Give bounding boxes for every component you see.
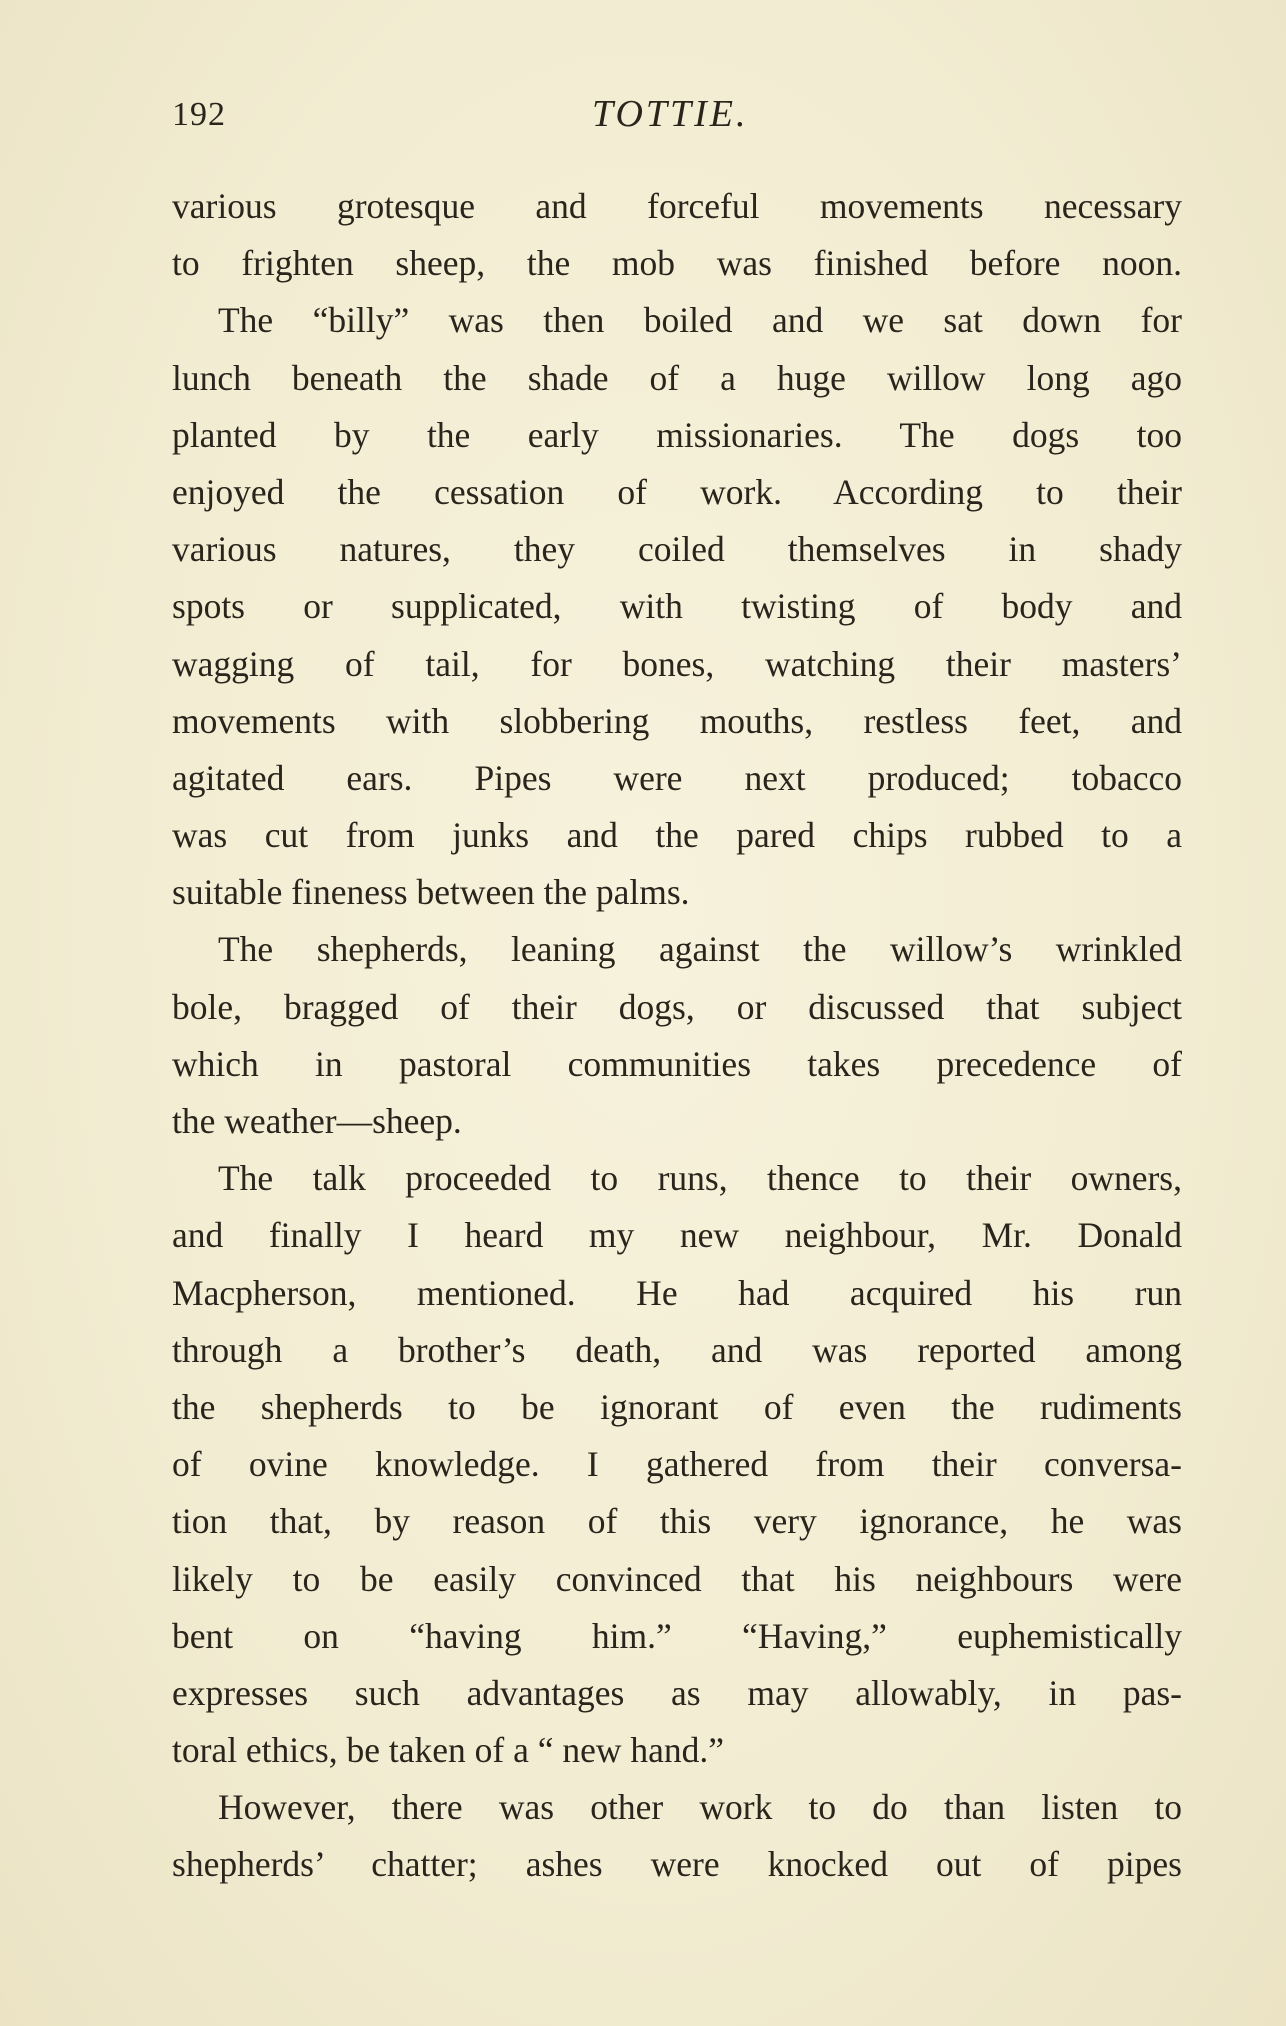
text-line: various natures, they coiled themselves in shady [172,529,1182,570]
text-line: was cut from junks and the pared chips rubbed to a [172,815,1182,856]
text-line: bent on “having him.” “Having,” euphemistically [172,1615,1182,1656]
text-line: the weather—sheep. [172,1101,462,1141]
text-line: spots or supplicated, with twisting of body and [172,586,1182,627]
text-line: agitated ears. Pipes were next produced; tobacco [172,757,1182,798]
text-line: suitable fineness between the palms. [172,872,690,913]
text-line: The shepherds, leaning against the willow’s wrinkled [218,929,1182,970]
text-line: However, there was other work to do than listen to [218,1787,1182,1828]
running-title: TOTTIE. [592,93,749,135]
text-line: movements with slobbering mouths, restless feet, and [172,700,1182,741]
text-line: through a brother’s death, and was reported among [172,1329,1182,1370]
text-line: to frighten sheep, the mob was finished before noon. [172,243,1182,284]
text-line: The talk proceeded to runs, thence to their owners, [218,1158,1182,1199]
text-line: of ovine knowledge. I gathered from their conversa- [172,1444,1182,1485]
text-line: enjoyed the cessation of work. According to their [172,471,1182,512]
text-line: expresses such advantages as may allowably, in pas- [172,1672,1182,1713]
text-line: shepherds’ chatter; ashes were knocked out of pipes [172,1844,1182,1885]
text-line: which in pastoral communities takes precedence of [172,1043,1182,1084]
page-number: 192 [172,96,226,133]
text-line: Macpherson, mentioned. He had acquired his run [172,1272,1182,1313]
text-line: The “billy” was then boiled and we sat down for [218,300,1182,341]
text-line: the shepherds to be ignorant of even the rudiments [172,1386,1182,1427]
text-line: lunch beneath the shade of a huge willow long ago [172,357,1182,398]
text-line: toral ethics, be taken of a “ new hand.” [172,1730,724,1771]
text-line: likely to be easily convinced that his neighbours were [172,1558,1182,1599]
text-line: bole, bragged of their dogs, or discussed that subject [172,986,1182,1027]
running-head [172,92,1182,142]
text-line: planted by the early missionaries. The dogs too [172,414,1182,455]
text-line: various grotesque and forceful movements necessary [172,186,1182,226]
text-line: wagging of tail, for bones, watching their masters’ [172,643,1182,684]
body-text [172,178,1182,1894]
text-line: and finally I heard my new neighbour, Mr. Donald [172,1215,1182,1256]
text-line: tion that, by reason of this very ignorance, he was [172,1501,1182,1542]
